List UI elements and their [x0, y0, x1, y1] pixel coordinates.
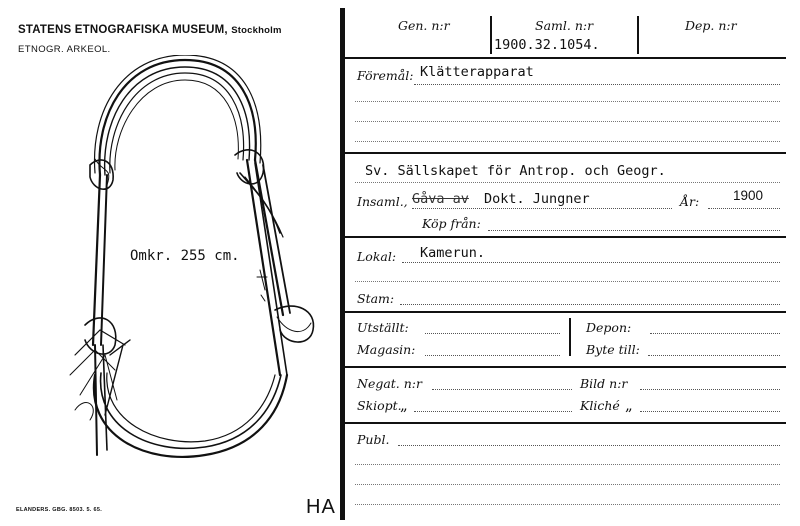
stam-line [400, 304, 780, 305]
byte-line [648, 355, 780, 356]
insamlad-value: Dokt. Jungner [484, 191, 590, 207]
magasin-label: Magasin: [357, 342, 416, 357]
ruled-line [355, 504, 780, 505]
depon-line [650, 333, 780, 334]
magasin-line [425, 355, 560, 356]
saml-nr-value: 1900.32.1054. [494, 37, 600, 53]
kop-line [488, 230, 780, 231]
negat-line [432, 389, 572, 390]
status-column-divider [569, 318, 571, 356]
department-label: ETNOGR. ARKEOL. [18, 44, 111, 55]
skiopt-label: Skiopt. [357, 398, 402, 413]
lokal-value: Kamerun. [420, 245, 486, 261]
ruled-line [355, 182, 780, 183]
section-rule [345, 422, 786, 424]
handwritten-initials: HA [306, 496, 336, 518]
byte-label: Byte till: [586, 342, 640, 357]
ruled-line [355, 121, 780, 122]
museum-title [18, 24, 282, 36]
ar-value: 1900 [733, 188, 764, 203]
climbing-apparatus-drawing [55, 55, 330, 495]
museum-city: Stockholm [231, 25, 282, 36]
ruled-line [355, 484, 780, 485]
skiopt-line [414, 411, 572, 412]
ruled-line [355, 101, 780, 102]
kop-label: Köp från: [422, 216, 481, 231]
section-rule [345, 152, 786, 154]
insamlad-label: Insaml., [357, 194, 408, 209]
ruled-line [355, 281, 780, 282]
ruled-line [355, 141, 780, 142]
lokal-line [402, 262, 780, 263]
header-rule [345, 57, 786, 59]
skiopt-ditto: „ [400, 396, 408, 414]
foremal-label: Föremål: [357, 68, 414, 83]
utstallt-label: Utställt: [357, 320, 409, 335]
museum-name: STATENS ETNOGRAFISKA MUSEUM, [18, 24, 228, 36]
printer-imprint: ELANDERS. GBG. 8503. 5. 65. [16, 507, 103, 513]
publ-line [398, 445, 780, 446]
saml-nr-label: Saml. n:r [535, 18, 594, 33]
donor-line: Sv. Sällskapet för Antrop. och Geogr. [365, 163, 666, 179]
size-caption: Omkr. 255 cm. [130, 248, 240, 264]
section-rule [345, 236, 786, 238]
negat-label: Negat. n:r [357, 376, 422, 391]
foremal-value: Klätterapparat [420, 64, 534, 80]
number-column-divider [637, 16, 639, 54]
insamlad-struck-text: Gåva av [412, 191, 469, 207]
bild-label: Bild n:r [580, 376, 628, 391]
section-rule [345, 311, 786, 313]
depon-label: Depon: [586, 320, 632, 335]
ar-line [708, 208, 780, 209]
utstallt-line [425, 333, 560, 334]
foremal-line [414, 84, 780, 85]
section-rule [345, 366, 786, 368]
insamlad-line [412, 208, 672, 209]
kliche-line [640, 411, 780, 412]
bild-line [640, 389, 780, 390]
card-divider [340, 8, 345, 520]
ar-label: År: [680, 194, 700, 209]
number-column-divider [490, 16, 492, 54]
kliche-label: Kliché [580, 398, 620, 413]
ruled-line [355, 464, 780, 465]
stam-label: Stam: [357, 291, 395, 306]
gen-nr-label: Gen. n:r [398, 18, 450, 33]
kliche-ditto: „ [625, 396, 633, 414]
publ-label: Publ. [357, 432, 390, 447]
dep-nr-label: Dep. n:r [685, 18, 737, 33]
lokal-label: Lokal: [357, 249, 397, 264]
